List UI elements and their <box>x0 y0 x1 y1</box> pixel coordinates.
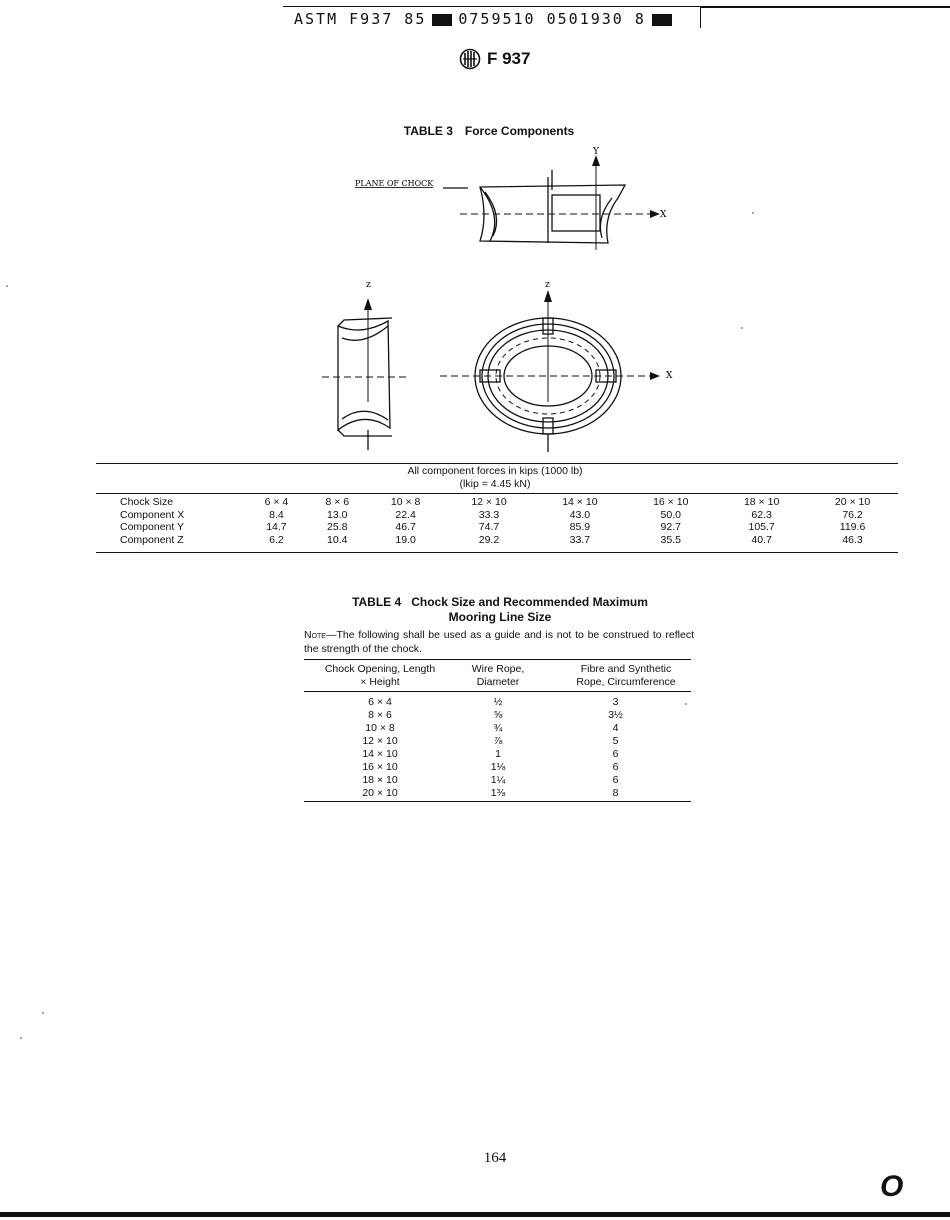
table4-cell: 1⅛ <box>490 761 506 773</box>
front-x-arrow-icon <box>650 372 660 380</box>
table3-title <box>0 124 950 138</box>
document-code-line <box>294 10 678 28</box>
table3-cell: 16 × 10 <box>653 496 689 508</box>
table4-cell: ⅝ <box>493 709 503 721</box>
table3-row-label: Component Z <box>120 533 184 546</box>
scan-speck <box>20 1037 22 1039</box>
chock-force-diagram <box>300 140 700 460</box>
table3-cell: 18 × 10 <box>743 496 780 508</box>
table4-cell: 6 × 4 <box>368 696 392 708</box>
scan-speck <box>42 1012 44 1014</box>
designation-header <box>459 48 530 70</box>
table4-cell: 14 × 10 <box>362 748 398 760</box>
table4-top-rule <box>304 659 691 660</box>
redaction-block-icon <box>652 14 672 26</box>
table4-note-label: Note <box>304 629 326 641</box>
table4-row <box>304 774 691 787</box>
table3-cell: 33.7 <box>569 533 591 546</box>
table4-bottom-rule <box>304 801 691 802</box>
table4-title <box>300 595 700 625</box>
table3-cell: 43.0 <box>569 508 591 521</box>
table3-cell: 19.0 <box>395 533 416 546</box>
scan-speck <box>6 285 8 287</box>
table3-unit-note-2: (lkip = 4.45 kN) <box>459 478 531 490</box>
chock-top-view-window <box>552 195 600 231</box>
table3-cell: 14.7 <box>266 521 287 533</box>
redaction-block-icon <box>432 14 452 26</box>
table3-cell: 13.0 <box>327 508 348 521</box>
table3-cell: 62.3 <box>751 508 772 521</box>
table4-cell: 5 <box>612 735 619 747</box>
top-x-axis-label: X <box>660 210 667 220</box>
scan-bottom-edge <box>0 1212 950 1217</box>
table3-row <box>96 534 898 547</box>
table3-row-label: Component X <box>120 508 185 521</box>
table4-col-wire-rope <box>456 663 540 688</box>
chock-side-view-body <box>338 321 390 430</box>
side-z-axis-label: z <box>366 280 371 290</box>
table3-force-components <box>96 496 898 546</box>
table4-cell: 12 × 10 <box>362 735 398 747</box>
table3-cell: 6.2 <box>269 533 284 546</box>
table3-cell: 85.9 <box>569 521 591 533</box>
table3-row <box>96 509 898 522</box>
table3-cell: 12 × 10 <box>471 496 507 508</box>
table4-col-fibre-rope <box>554 663 698 688</box>
table4-row <box>304 761 691 774</box>
designation-text: F 937 <box>487 49 531 68</box>
plane-of-chock-label: PLANE OF CHOCK <box>355 179 434 188</box>
document-code-right: 0759510 0501930 8 <box>458 10 646 28</box>
table4-col2-line1: Wire Rope, <box>471 663 525 675</box>
table3-row <box>96 496 898 509</box>
table4-row <box>304 696 691 709</box>
scan-corner-mark: O <box>880 1170 904 1203</box>
front-x-axis-label: X <box>666 371 673 381</box>
table3-title-text: Force Components <box>464 124 575 138</box>
table3-cell: 74.7 <box>478 521 500 533</box>
table4-col3-line2: Rope, Circumference <box>576 675 676 688</box>
table3-cell: 10 × 8 <box>390 496 421 508</box>
astm-logo-icon <box>459 48 481 70</box>
table3-cell: 105.7 <box>748 521 775 533</box>
table3-row <box>96 521 898 534</box>
table4-row <box>304 735 691 748</box>
table4-cell: 20 × 10 <box>362 787 398 799</box>
top-rule-tick <box>700 6 701 28</box>
x-arrow-icon <box>650 210 660 218</box>
table4-row <box>304 722 691 735</box>
table4-cell: 3 <box>612 696 619 708</box>
table3-cell: 25.8 <box>327 521 348 533</box>
table4-col1-line1: Chock Opening, Length <box>324 663 436 675</box>
table3-cell: 119.6 <box>839 521 866 533</box>
table3-cell: 35.5 <box>660 533 681 546</box>
table4-cell: 1¼ <box>490 774 506 786</box>
page-number: 164 <box>483 1150 507 1166</box>
table3-cell: 50.0 <box>660 508 681 521</box>
table4-cell: 8 × 6 <box>368 709 392 721</box>
table3-cell: 33.3 <box>478 508 500 521</box>
table3-cell: 20 × 10 <box>834 496 871 508</box>
table4-cell: 6 <box>612 774 619 786</box>
top-rule <box>283 6 701 7</box>
table4-cell: ¾ <box>493 722 503 734</box>
table4-cell: 4 <box>612 722 619 734</box>
table4-note <box>304 628 694 656</box>
table3-top-rule <box>96 463 898 464</box>
top-rule-right <box>700 6 950 8</box>
scan-speck <box>685 703 687 705</box>
table3-cell: 8.4 <box>269 508 284 521</box>
table3-cell: 22.4 <box>395 508 416 521</box>
table4-header-rule <box>304 691 691 692</box>
table3-row-label: Chock Size <box>120 496 174 508</box>
table3-cell: 14 × 10 <box>562 496 598 508</box>
table4-title-line1: Chock Size and Recommended Maximum <box>411 595 648 609</box>
table3-cell: 46.3 <box>842 533 863 546</box>
scan-speck <box>741 327 743 329</box>
table3-cell: 29.2 <box>478 533 500 546</box>
table4-cell: 10 × 8 <box>365 722 395 734</box>
table3-unit-note-1: All component forces in kips (1000 lb) <box>407 465 583 477</box>
table3-cell: 76.2 <box>842 508 863 521</box>
table4-col3-line1: Fibre and Synthetic <box>580 663 672 675</box>
table4-row <box>304 787 691 800</box>
table3-cell: 6 × 4 <box>264 496 289 508</box>
table4-row <box>304 709 691 722</box>
scan-speck <box>752 212 754 214</box>
y-axis-label: Y <box>593 147 599 157</box>
table4-cell: 6 <box>612 761 619 773</box>
table3-cell: 46.7 <box>395 521 416 533</box>
table4-col-chock-opening <box>304 663 456 688</box>
table3-cell: 40.7 <box>751 533 772 546</box>
front-z-axis-label: z <box>545 280 550 290</box>
side-z-arrow-icon <box>364 298 372 310</box>
table4-cell: 8 <box>612 787 619 799</box>
table4-cell: ½ <box>493 696 503 708</box>
table4-cell: 3½ <box>608 709 623 721</box>
table4-label: TABLE 4 <box>352 595 402 609</box>
table4-cell: 1⅜ <box>490 787 506 799</box>
table4-cell: 18 × 10 <box>362 774 398 786</box>
table3-cell: 8 × 6 <box>325 496 350 508</box>
table4-cell: ⅞ <box>493 735 503 747</box>
table4-row <box>304 748 691 761</box>
table4-cell: 16 × 10 <box>362 761 398 773</box>
table4-mooring-line-size <box>304 696 691 800</box>
document-code-left: ASTM F937 85 <box>294 10 427 28</box>
table3-row-label: Component Y <box>120 521 185 533</box>
table4-cell: 6 <box>612 748 619 760</box>
table3-cell: 92.7 <box>660 521 681 533</box>
table3-label: TABLE 3 <box>403 124 453 138</box>
front-z-arrow-icon <box>544 290 552 302</box>
table3-header-rule <box>96 493 898 494</box>
table3-bottom-rule <box>96 552 898 553</box>
table4-col2-line2: Diameter <box>476 675 520 688</box>
table3-cell: 10.4 <box>327 533 348 546</box>
table4-cell: 1 <box>495 748 501 760</box>
table4-col1-line2: × Height <box>360 675 400 688</box>
table4-title-line2: Mooring Line Size <box>448 610 552 624</box>
table4-note-text: —The following shall be used as a guide and is not to be construed to reflect the strength of the chock. <box>304 629 694 655</box>
